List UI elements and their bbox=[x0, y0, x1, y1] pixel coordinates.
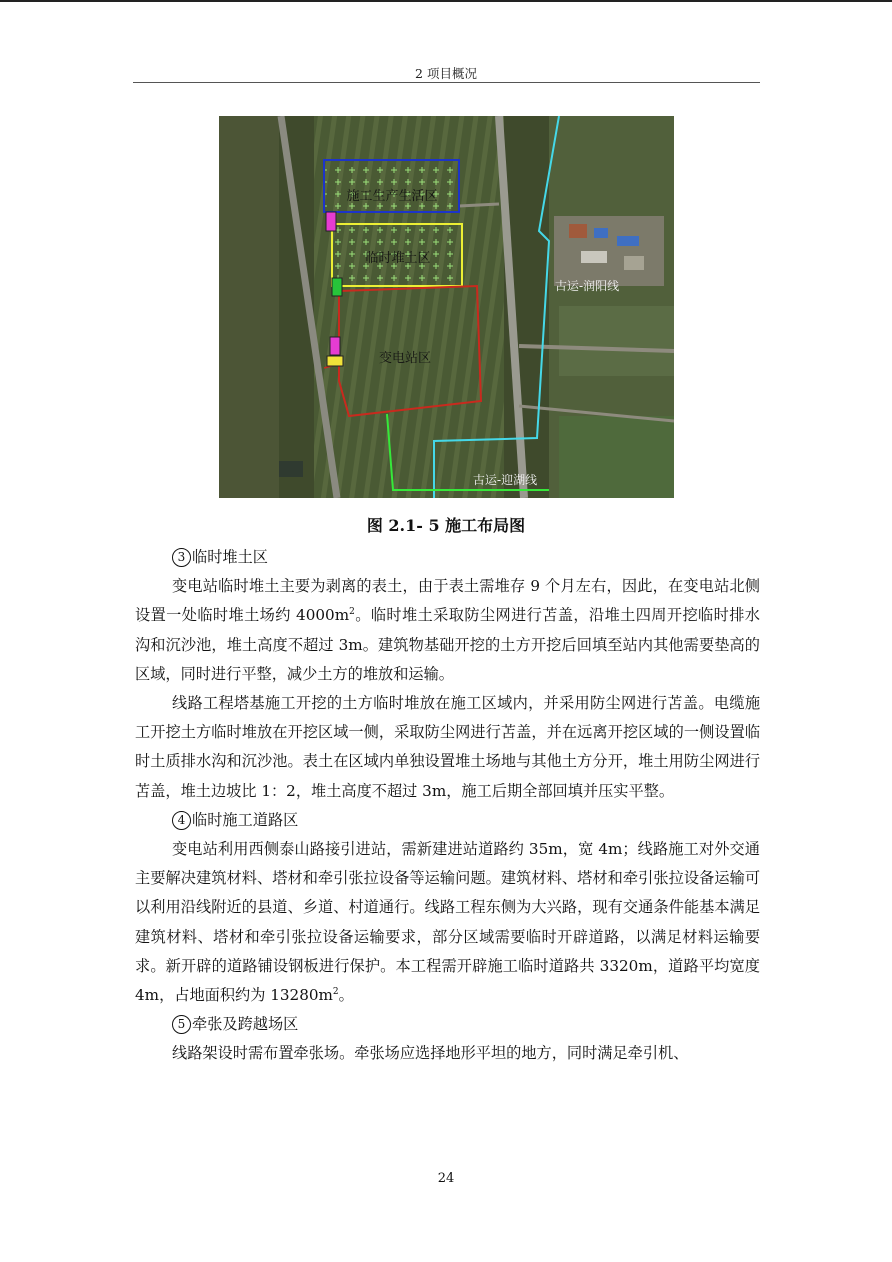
section-number: 5 bbox=[172, 1015, 191, 1034]
superscript: 2 bbox=[349, 607, 355, 618]
paragraph bbox=[135, 835, 760, 1010]
body-text bbox=[135, 543, 760, 1069]
superscript: 2 bbox=[332, 986, 339, 997]
construction-layout-map bbox=[219, 116, 674, 498]
paragraph-text: 。临时堆土采取防尘网进行苫盖，沿堆土四周开挖临时排水沟和沉沙池，堆土高度不超过 3m。建筑物基础开挖的土方开挖后回填至站内其他需要垫高的区域，同时进行平整，减少土方的堆放和运输。 bbox=[135, 606, 760, 683]
paragraph-text: 变电站临时堆土主要为剥离的表土，由于表土需堆存 9 个月左右，因此，在变电站北侧设置一处临时堆土场约 4000m bbox=[135, 577, 760, 625]
page-top-border bbox=[0, 0, 892, 2]
stockpile-zone-label: 临时堆土区 bbox=[365, 251, 431, 266]
section-title: 临时堆土区 bbox=[192, 548, 268, 566]
running-header: 2 项目概况 bbox=[415, 66, 477, 81]
magenta-marker bbox=[326, 212, 336, 231]
green-marker bbox=[332, 278, 342, 296]
section-heading bbox=[135, 543, 760, 572]
line-label-runyang: 古运-润阳线 bbox=[554, 279, 620, 293]
paragraph: 线路工程塔基施工开挖的土方临时堆放在施工区域内，并采用防尘网进行苫盖。电缆施工开挖土方临时堆放在开挖区域一侧，采取防尘网进行苫盖，并在远离开挖区域的一侧设置临时土质排水沟和沉沙池。表土在区域内单独设置堆土场地与其他土方分开，堆土用防尘网进行苫盖，堆土边坡比 1：2，堆土高度不超过 3m，施工后期全部回填并压实平整。 bbox=[135, 694, 760, 800]
camp-zone-label: 施工生产生活区 bbox=[346, 189, 438, 204]
yellow-marker bbox=[327, 356, 343, 366]
substation-zone-label: 变电站区 bbox=[378, 351, 432, 366]
section-heading bbox=[135, 1010, 760, 1039]
section-title: 牵张及跨越场区 bbox=[192, 1015, 299, 1034]
paragraph-text: 变电站利用西侧泰山路接引进站，需新建进站道路约 35m，宽 4m；线路施工对外交通主要解决建筑材料、塔材和牵引张拉设备等运输问题。建筑材料、塔材和牵引张拉设备运输可以利用沿线附近的县道、乡道、村道通行。线路工程东侧为大兴路，现有交通条件能基本满足建筑材料、塔材和牵引张拉设备运输要求，部分区域需要临时开辟道路，以满足材料运输要求。新开辟的道路铺设钢板进行保护。本工程需开辟施工临时道路共 3320m，道路平均宽度 4m，占地面积约为 13280m bbox=[135, 840, 760, 1005]
figure-caption: 图 2.1- 5 施工布局图 bbox=[366, 516, 526, 535]
camp-zone-outline bbox=[324, 160, 459, 212]
section-number: 4 bbox=[172, 811, 191, 830]
paragraph bbox=[135, 572, 760, 689]
page-number: 24 bbox=[437, 1171, 455, 1186]
line-label-yinghu: 古运-迎湖线 bbox=[472, 473, 538, 487]
section-title: 临时施工道路区 bbox=[192, 810, 299, 829]
magenta-marker bbox=[330, 337, 340, 355]
section-number: 3 bbox=[172, 548, 191, 567]
section-heading bbox=[135, 806, 760, 835]
paragraph-text: 。 bbox=[338, 986, 354, 1005]
paragraph: 线路架设时需布置牵张场。牵张场应选择地形平坦的地方，同时满足牵引机、 bbox=[172, 1044, 689, 1063]
header-rule bbox=[133, 82, 760, 83]
